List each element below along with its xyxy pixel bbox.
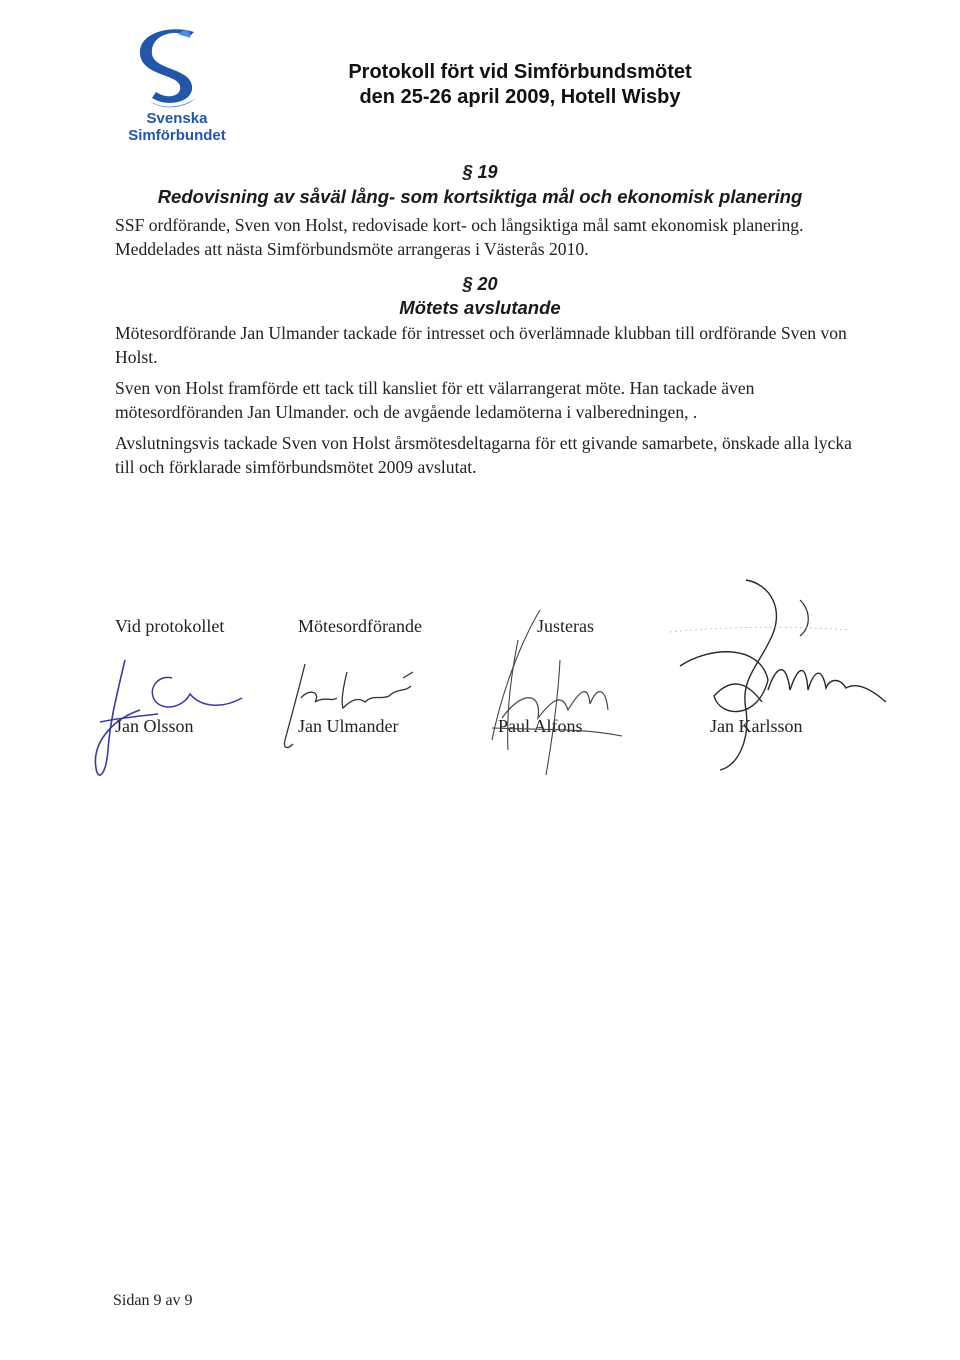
role-motesordforande: Mötesordförande <box>298 616 422 636</box>
signer-name-3: Paul Alfons <box>498 716 583 736</box>
role-vid-protokollet: Vid protokollet <box>115 616 225 636</box>
section-19-number: § 19 <box>462 162 498 182</box>
signer-name-4: Jan Karlsson <box>710 716 803 736</box>
document-header <box>280 60 760 110</box>
signature-jan-karlsson <box>650 570 900 780</box>
role-justeras: Justeras <box>537 616 594 636</box>
signer-name-1: Jan Olsson <box>115 716 194 736</box>
logo-line-1: Svenska <box>146 110 208 127</box>
section-20-paragraph-3: Avslutningsvis tackade Sven von Holst årsmötesdeltagarna för ett givande samarbete, önskade alla lycka till och förklarade simförbundsmötet 2009 avslutat. <box>115 433 852 477</box>
section-20-number: § 20 <box>462 274 498 294</box>
section-20-title: Mötets avslutande <box>399 297 561 318</box>
logo-line-2: Simförbundet <box>128 127 226 144</box>
signer-name-2: Jan Ulmander <box>298 716 399 736</box>
swimmer-s-logo-icon <box>112 28 242 110</box>
section-20-paragraph-2: Sven von Holst framförde ett tack till kansliet för ett välarrangerat möte. Han tackade även mötesordföranden Jan Ulmander. och de avgående ledamöterna i valberedningen, . <box>115 378 755 422</box>
section-19-title: Redovisning av såväl lång- som kortsiktiga mål och ekonomisk planering <box>157 186 803 207</box>
section-19-paragraph: SSF ordförande, Sven von Holst, redovisade kort- och långsiktiga mål samt ekonomisk planering. Meddelades att nästa Simförbundsmöte arrangeras i Västerås 2010. <box>115 215 804 259</box>
signature-jan-ulmander <box>265 658 445 758</box>
signature-jan-olsson <box>80 650 250 790</box>
document-title: Protokoll fört vid Simförbundsmötet <box>348 61 692 83</box>
logo <box>112 28 242 148</box>
document-subtitle: den 25-26 april 2009, Hotell Wisby <box>359 86 681 108</box>
section-20-paragraph-1: Mötesordförande Jan Ulmander tackade för intresset och överlämnade klubban till ordförande Sven von Holst. <box>115 323 847 367</box>
page-number: Sidan 9 av 9 <box>113 1292 193 1309</box>
signature-paul-alfons <box>462 600 642 780</box>
